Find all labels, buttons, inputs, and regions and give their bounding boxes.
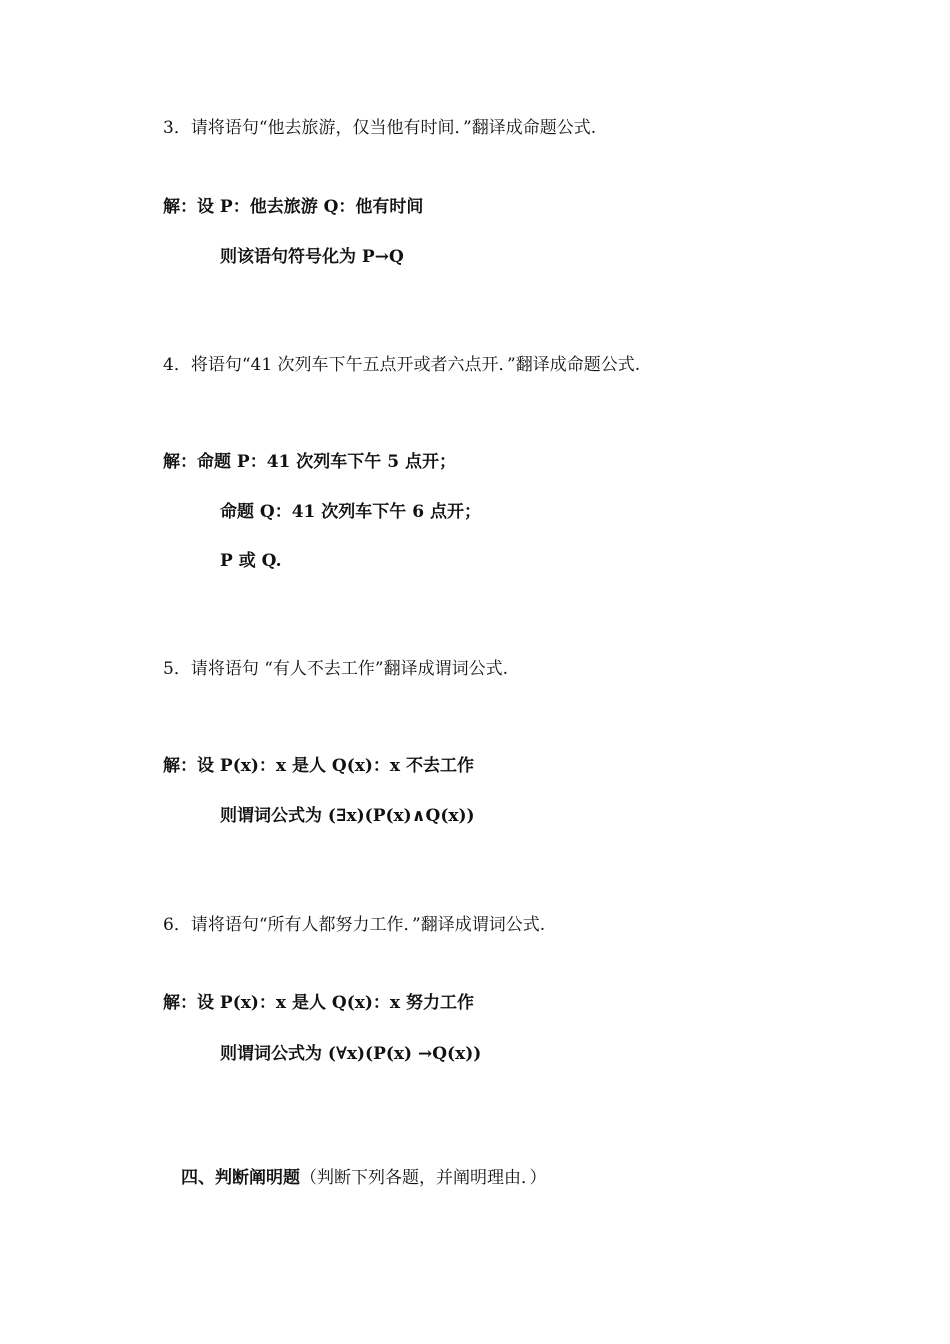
question-6-answer-line-1: 解：设 P(x)：x 是人 Q(x)：x 努力工作 xyxy=(163,993,474,1013)
section-4-note: （判断下列各题，并阐明理由．） xyxy=(300,1168,547,1188)
question-3-answer-line-1: 解：设 P：他去旅游 Q：他有时间 xyxy=(163,197,424,217)
section-4-title: 四、判断阐明题 xyxy=(181,1168,300,1188)
question-3-text: 3．请将语句“他去旅游，仅当他有时间．”翻译成命题公式. xyxy=(163,118,597,138)
question-4-answer-line-1: 解：命题 P：41 次列车下午 5 点开； xyxy=(163,452,456,472)
question-5-answer-line-2: 则谓词公式为 (∃x)(P(x)∧Q(x)) xyxy=(220,806,475,826)
question-3-answer-line-2: 则该语句符号化为 P→Q xyxy=(220,247,404,267)
question-6-text: 6．请将语句“所有人都努力工作．”翻译成谓词公式. xyxy=(163,915,546,935)
question-5-text: 5．请将语句 “有人不去工作”翻译成谓词公式. xyxy=(163,659,509,679)
question-4-answer-line-2: 命题 Q：41 次列车下午 6 点开； xyxy=(220,502,481,522)
question-6-answer-line-2: 则谓词公式为 (∀x)(P(x) →Q(x)) xyxy=(220,1044,482,1064)
question-4-answer-line-3: P 或 Q. xyxy=(220,551,282,571)
question-5-answer-line-1: 解：设 P(x)：x 是人 Q(x)：x 不去工作 xyxy=(163,756,474,776)
section-4-heading xyxy=(181,1166,547,1190)
question-4-text: 4．将语句“41 次列车下午五点开或者六点开．”翻译成命题公式. xyxy=(163,355,641,375)
